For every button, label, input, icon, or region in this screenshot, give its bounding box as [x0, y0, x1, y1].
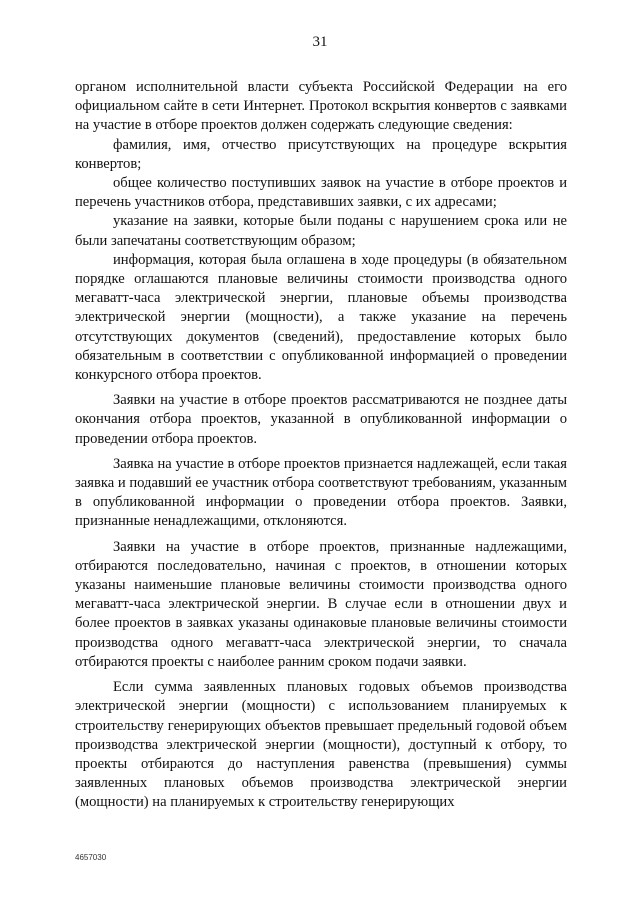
list-item-announced-information: информация, которая была оглашена в ходе процедуры (в обязательном порядке оглашаются плановые величины стоимости производства одного мегаватт-часа электрической энергии, плановые объемы производства электрической энергии (мощности), а также указание на перечень отсутствующих документов (сведений), предоставление которых было обязательным в соответствии с опубликованной информацией о проведении конкурсного отбора проектов.	[75, 251, 567, 384]
paragraph-review-deadline: Заявки на участие в отборе проектов рассматриваются не позднее даты окончания отбора проектов, указанной в опубликованной информации о проведении отбора проектов.	[75, 392, 567, 447]
list-item-applications-count: общее количество поступивших заявок на участие в отборе проектов и перечень участников отбора, представивших заявки, с их адресами;	[75, 175, 567, 211]
paragraph-protocol-publication: органом исполнительной власти субъекта Российской Федерации на его официальном сайте в сети Интернет. Протокол вскрытия конвертов с заявками на участие в отборе проектов должен содержать следующие сведения:	[75, 79, 567, 134]
paragraph-volume-limit: Если сумма заявленных плановых годовых объемов производства электрической энергии (мощности) с использованием планируемых к строительству генерирующих объектов превышает предельный годовой объем производства электрической энергии (мощности), доступный к отбору, то проекты отбираются до наступления равенства (превышения) суммы заявленных плановых объемов производства электрической энергии (мощности) на планируемых к строительству генерирующих	[75, 679, 567, 811]
list-item-attendee-names: фамилия, имя, отчество присутствующих на процедуре вскрытия конвертов;	[75, 136, 567, 172]
paragraph-proper-application: Заявка на участие в отборе проектов признается надлежащей, если такая заявка и подавший ее участник отбора соответствуют требованиям, указанным в опубликованной информации о проведении отбора проектов. Заявки, признанные ненадлежащими, отклоняются.	[75, 455, 567, 530]
document-body	[75, 78, 567, 813]
document-code: 4657030	[75, 853, 107, 862]
paragraph-selection-order: Заявки на участие в отборе проектов, признанные надлежащими, отбираются последовательно, начиная с проектов, в отношении которых указаны наименьшие плановые величины стоимости производства одного мегаватт-часа электрической энергии. В случае если в отношении двух и более проектов в заявках указаны одинаковые плановые величины стоимости производства одного мегаватт-часа электрической энергии, то сначала отбираются проекты с наиболее ранним сроком подачи заявки.	[75, 538, 567, 670]
list-item-late-applications: указание на заявки, которые были поданы с нарушением срока или не были запечатаны соответствующим образом;	[75, 213, 567, 249]
page-number: 31	[312, 34, 328, 50]
